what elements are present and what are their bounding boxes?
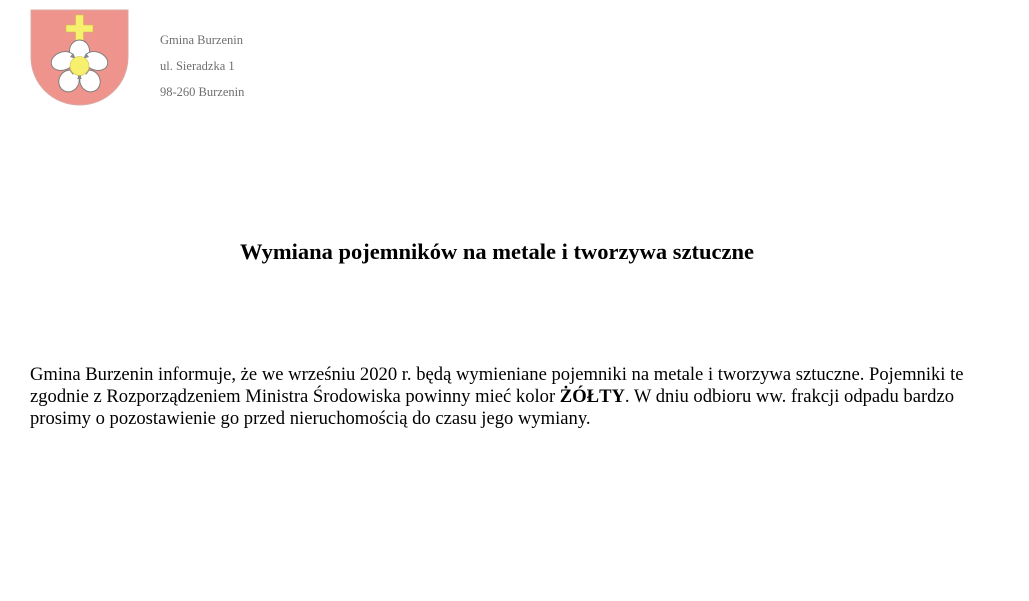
- color-emphasis: ŻÓŁTY: [559, 385, 625, 407]
- address-line-street: ul. Sieradzka 1: [160, 59, 235, 73]
- body-text-start: Gmina Burzenin informuje, że we wrześniu 2020 r. będą wymieniane pojemniki na metale i tworzywa sztuczne. Pojemniki te zgodnie z Rozporządzeniem Ministra Środowiska powinny mieć kolor: [30, 363, 964, 407]
- address-line-name: Gmina Burzenin: [160, 33, 243, 47]
- coat-of-arms-icon: [30, 9, 129, 107]
- body-text-end: . W dniu odbioru ww. frakcji odpadu bardzo prosimy o pozostawienie go przed nieruchomością do czasu jego wymiany.: [30, 385, 955, 429]
- address-line-postal: 98-260 Burzenin: [160, 85, 245, 99]
- document-title: Wymiana pojemników na metale i tworzywa sztuczne: [239, 239, 755, 264]
- body-paragraph: [30, 364, 980, 430]
- address-block: [160, 27, 244, 105]
